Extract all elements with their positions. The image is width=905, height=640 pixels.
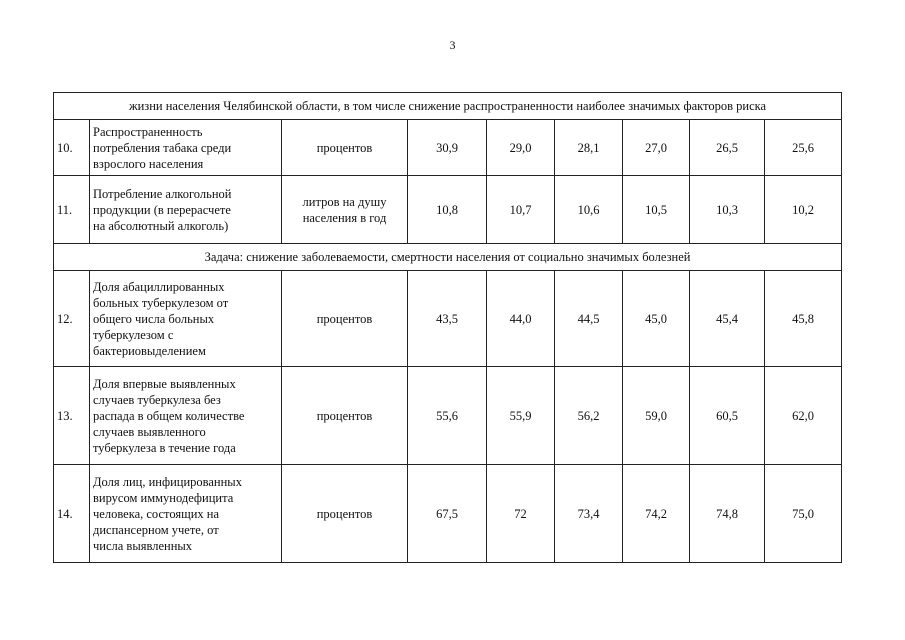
- value-cell: 55,6: [408, 367, 487, 465]
- value-cell: 45,8: [765, 271, 842, 367]
- unit-line: процентов: [316, 311, 373, 326]
- value-cell: 10,8: [408, 176, 487, 244]
- indicator-name-line: на абсолютный алкоголь): [93, 218, 229, 233]
- row-number: 10.: [54, 120, 90, 176]
- indicator-name-line: Доля лиц, инфицированных: [93, 474, 242, 489]
- value-cell: 60,5: [690, 367, 765, 465]
- indicator-name-line: общего числа больных: [93, 311, 215, 326]
- value-cell: 74,2: [623, 465, 690, 563]
- table-row: [54, 271, 842, 367]
- unit-cell: [282, 465, 408, 563]
- indicator-name-line: случаев выявленного: [93, 424, 206, 439]
- value-cell: 29,0: [487, 120, 555, 176]
- table-row: [54, 120, 842, 176]
- indicator-name-line: туберкулезом с: [93, 327, 174, 342]
- indicator-name-line: вирусом иммунодефицита: [93, 490, 234, 505]
- indicator-name: [90, 465, 282, 563]
- value-cell: 10,2: [765, 176, 842, 244]
- value-cell: 62,0: [765, 367, 842, 465]
- indicator-name-line: Доля впервые выявленных: [93, 376, 236, 391]
- indicator-name-line: потребления табака среди: [93, 140, 232, 155]
- unit-cell: [282, 271, 408, 367]
- indicator-name-line: туберкулеза в течение года: [93, 440, 236, 455]
- value-cell: 27,0: [623, 120, 690, 176]
- indicator-name-line: больных туберкулезом от: [93, 295, 229, 310]
- row-number: 11.: [54, 176, 90, 244]
- indicator-name: [90, 271, 282, 367]
- unit-line: процентов: [316, 408, 373, 423]
- row-number: 14.: [54, 465, 90, 563]
- value-cell: 44,0: [487, 271, 555, 367]
- indicator-name: [90, 367, 282, 465]
- indicator-name-line: случаев туберкулеза без: [93, 392, 221, 407]
- unit-cell: [282, 176, 408, 244]
- value-cell: 55,9: [487, 367, 555, 465]
- unit-line: литров на душу: [302, 194, 387, 209]
- indicators-table: [53, 92, 842, 563]
- value-cell: 74,8: [690, 465, 765, 563]
- indicator-name-line: Распространенность: [93, 124, 203, 139]
- banner-row-top: [54, 93, 842, 120]
- unit-cell: [282, 120, 408, 176]
- indicator-name: [90, 176, 282, 244]
- value-cell: 10,3: [690, 176, 765, 244]
- value-cell: 10,6: [555, 176, 623, 244]
- value-cell: 43,5: [408, 271, 487, 367]
- value-cell: 75,0: [765, 465, 842, 563]
- indicator-name-line: числа выявленных: [93, 538, 193, 553]
- value-cell: 45,0: [623, 271, 690, 367]
- indicator-name: [90, 120, 282, 176]
- value-cell: 44,5: [555, 271, 623, 367]
- unit-line: процентов: [316, 506, 373, 521]
- banner-row-task: [54, 244, 842, 271]
- table-row: [54, 465, 842, 563]
- unit-line: населения в год: [302, 210, 387, 225]
- indicator-name-line: взрослого населения: [93, 156, 204, 171]
- indicator-name-line: человека, состоящих на: [93, 506, 220, 521]
- unit-line: процентов: [316, 140, 373, 155]
- value-cell: 72: [487, 465, 555, 563]
- banner-task: Задача: снижение заболеваемости, смертности населения от социально значимых болезней: [54, 244, 842, 271]
- page-number: 3: [449, 38, 456, 52]
- indicator-name-line: бактериовыделением: [93, 343, 206, 358]
- banner-top: жизни населения Челябинской области, в том числе снижение распространенности наиболее значимых факторов риска: [54, 93, 842, 120]
- value-cell: 45,4: [690, 271, 765, 367]
- value-cell: 28,1: [555, 120, 623, 176]
- value-cell: 59,0: [623, 367, 690, 465]
- value-cell: 67,5: [408, 465, 487, 563]
- value-cell: 30,9: [408, 120, 487, 176]
- value-cell: 73,4: [555, 465, 623, 563]
- indicator-name-line: Потребление алкогольной: [93, 186, 232, 201]
- value-cell: 25,6: [765, 120, 842, 176]
- value-cell: 56,2: [555, 367, 623, 465]
- indicator-name-line: распада в общем количестве: [93, 408, 245, 423]
- value-cell: 10,5: [623, 176, 690, 244]
- indicator-name-line: продукции (в перерасчете: [93, 202, 231, 217]
- value-cell: 10,7: [487, 176, 555, 244]
- table-row: [54, 176, 842, 244]
- value-cell: 26,5: [690, 120, 765, 176]
- row-number: 12.: [54, 271, 90, 367]
- table-row: [54, 367, 842, 465]
- unit-cell: [282, 367, 408, 465]
- indicator-name-line: Доля абациллированных: [93, 279, 225, 294]
- row-number: 13.: [54, 367, 90, 465]
- indicator-name-line: диспансерном учете, от: [93, 522, 219, 537]
